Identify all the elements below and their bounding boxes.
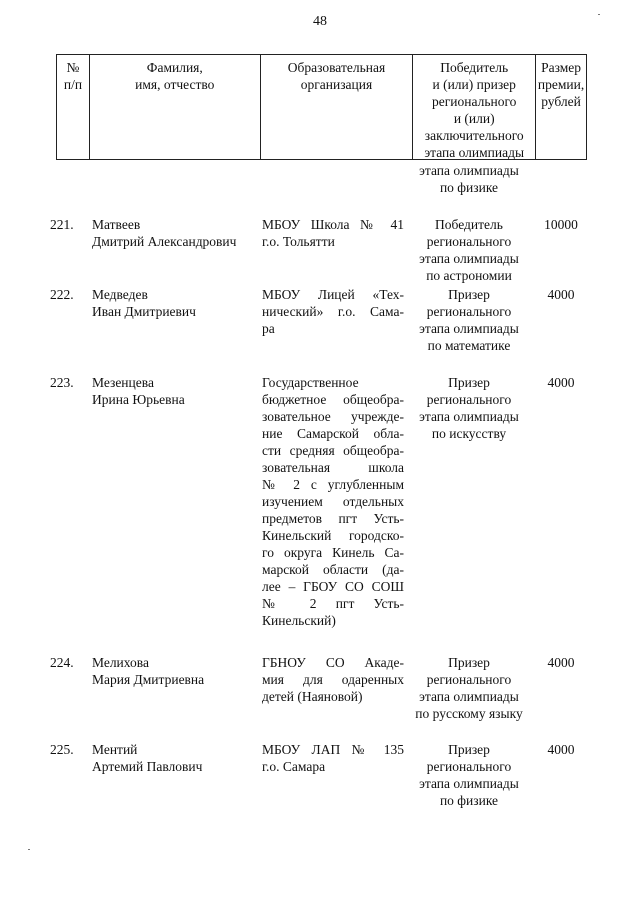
header-award-line: регионального [432, 94, 517, 109]
award-line: регионального [426, 234, 512, 249]
award-line: Призер [448, 375, 490, 390]
award-line: этапа олимпиады [419, 689, 519, 704]
header-prize [536, 55, 587, 159]
header-prize-line: Размер [541, 60, 582, 75]
surname: Мелихова [92, 655, 149, 670]
given-names: Мария Дмитриевна [92, 672, 205, 687]
given-names: Иван Дмитриевич [92, 304, 196, 319]
row-organization [262, 286, 404, 337]
award-line: регионального [426, 759, 512, 774]
row-prize: 4000 [547, 287, 575, 302]
award-line: по математике [427, 338, 511, 353]
row-organization [262, 654, 404, 705]
row-name [92, 374, 257, 408]
header-award-line: этапа олимпиады [424, 145, 525, 160]
row-prize: 4000 [547, 655, 575, 670]
header-name-line: имя, отчество [135, 77, 215, 92]
row-name [92, 286, 257, 320]
org-line: предметов пгт Усть- [262, 511, 404, 526]
org-line: нический» г.о. Сама- [262, 304, 404, 319]
surname: Медведев [92, 287, 148, 302]
org-line: зовательное учрежде- [262, 409, 404, 424]
row-award [404, 654, 534, 722]
header-award-line: и (или) [453, 111, 495, 126]
row-prize: 10000 [544, 217, 578, 232]
surname: Матвеев [92, 217, 141, 232]
row-name [92, 216, 257, 250]
org-line: зовательная школа [262, 460, 404, 475]
row-award [404, 286, 534, 354]
row-number: 224. [50, 655, 74, 670]
header-number-line: п/п [63, 77, 83, 92]
award-line: этапа олимпиады [419, 321, 519, 336]
org-line: Государственное [262, 375, 359, 390]
scan-speck [598, 14, 600, 15]
org-line: мия для одаренных [262, 672, 404, 687]
org-line: МБОУ ЛАП № 135 [262, 742, 404, 757]
row-number: 225. [50, 742, 74, 757]
row-organization [262, 741, 404, 775]
header-number [57, 55, 90, 159]
table-header [56, 54, 587, 160]
header-name [90, 55, 261, 159]
row-prize: 4000 [547, 375, 575, 390]
org-line: ра [262, 321, 275, 336]
award-line: Призер [448, 287, 490, 302]
award-line: этапа олимпиады [419, 409, 519, 424]
given-names: Ирина Юрьевна [92, 392, 185, 407]
org-line: го округа Кинель Са- [262, 545, 404, 560]
row-award [404, 374, 534, 442]
org-line: бюджетное общеобра- [262, 392, 404, 407]
award-line: Призер [448, 655, 490, 670]
award-line: этапа олимпиады [419, 251, 519, 266]
org-line: изучением отдельных [262, 494, 404, 509]
header-org-line: Образовательная [287, 60, 386, 75]
row-organization [262, 216, 404, 250]
row-number: 222. [50, 287, 74, 302]
award-line: Призер [448, 742, 490, 757]
header-award-line: и (или) призер [432, 77, 516, 92]
org-line: МБОУ Лицей «Тех- [262, 287, 404, 302]
org-line: детей (Наяновой) [262, 689, 363, 704]
page-number: 48 [313, 14, 327, 29]
org-line: МБОУ Школа № 41 [262, 217, 404, 232]
award-line: регионального [426, 672, 512, 687]
header-award-line: Победитель [440, 60, 509, 75]
org-line: № 2 пгт Усть- [262, 596, 404, 611]
org-line: сти средняя общеобра- [262, 443, 404, 458]
header-number-line: № [66, 60, 80, 75]
award-line: по искусству [431, 426, 507, 441]
org-line: № 2 с углубленным [262, 477, 404, 492]
row-name [92, 741, 257, 775]
row-organization [262, 374, 404, 629]
award-line: по астрономии [426, 268, 512, 283]
org-line: лее – ГБОУ СО СОШ [262, 579, 404, 594]
award-line: по русскому языку [415, 706, 523, 721]
award-line: Победитель [435, 217, 503, 232]
award-line: по физике [439, 793, 499, 808]
surname: Ментий [92, 742, 138, 757]
header-org-line: организация [300, 77, 373, 92]
award-continuation-line: этапа олимпиады [419, 163, 519, 178]
surname: Мезенцева [92, 375, 154, 390]
award-line: регионального [426, 304, 512, 319]
given-names: Артемий Павлович [92, 759, 203, 774]
row-number: 223. [50, 375, 74, 390]
header-award-line: заключительного [424, 128, 524, 143]
header-award [413, 55, 536, 159]
org-line: ние Самарской обла- [262, 426, 404, 441]
org-line: Кинельский городско- [262, 528, 404, 543]
award-line: этапа олимпиады [419, 776, 519, 791]
header-award-continuation [404, 162, 534, 196]
award-continuation-line: по физике [439, 180, 499, 195]
org-line: г.о. Тольятти [262, 234, 335, 249]
header-prize-line: премии, [537, 77, 585, 92]
header-prize-line: рублей [541, 94, 581, 109]
org-line: ГБНОУ СО Акаде- [262, 655, 404, 670]
header-organization [261, 55, 414, 159]
row-prize: 4000 [547, 742, 575, 757]
row-award [404, 216, 534, 284]
scan-speck [28, 849, 30, 850]
org-line: марской области (да- [262, 562, 404, 577]
row-award [404, 741, 534, 809]
org-line: Кинельский) [262, 613, 336, 628]
row-name [92, 654, 257, 688]
award-line: регионального [426, 392, 512, 407]
given-names: Дмитрий Александрович [92, 234, 237, 249]
row-number: 221. [50, 217, 74, 232]
header-name-line: Фамилия, [146, 60, 203, 75]
org-line: г.о. Самара [262, 759, 326, 774]
